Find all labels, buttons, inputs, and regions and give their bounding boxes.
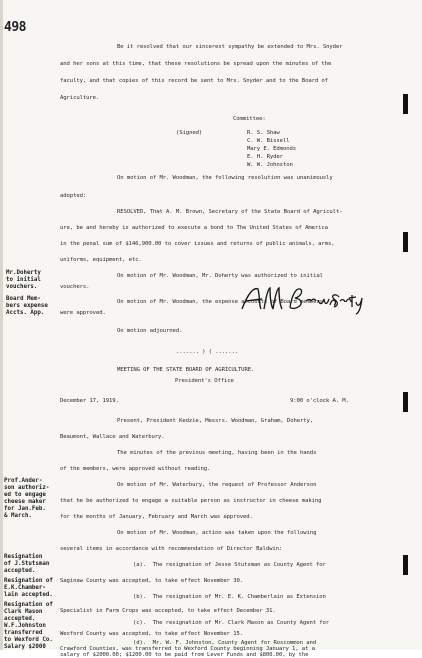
- text-line: On motion of Mr. Woodman, Mr. Doherty was authorized to initial: [117, 273, 323, 279]
- text-line: adopted:: [60, 193, 87, 199]
- margin-note: Mr.Doherty to initial vouchers.: [6, 270, 41, 290]
- text-line: salary of $2000.00; $1200.00 to be paid from Lever Funds and $800.00, by the: [60, 652, 309, 658]
- text-line: in the penal sum of $146,900.00 to cover issues and returns of public animals, arms,: [60, 241, 335, 247]
- signed-label: (Signed): [176, 130, 203, 136]
- margin-note: Resignation of J.Stutsman accepted.: [4, 554, 50, 574]
- committee-heading: Committee:: [233, 116, 266, 122]
- page-edge: [0, 0, 3, 650]
- text-line: of the members, were approved without reading.: [60, 466, 211, 472]
- committee-member: Mary E. Edmonds: [247, 146, 297, 152]
- text-line: Specialist in Farm Crops was accepted, to take effect December 31.: [60, 608, 276, 614]
- committee-member: C. W. Bissell: [247, 138, 290, 144]
- text-line: uniforms, equipment, etc.: [60, 257, 142, 263]
- committee-member: W. W. Johnston: [247, 162, 293, 168]
- text-line: that he be authorized to engage a suitable person as instructor in cheese making: [60, 498, 322, 504]
- text-line: On motion of Mr. Woodman, the following resolution was unanimously: [117, 175, 333, 181]
- margin-note: W.F.Johnston transferred to Wexford Co. Salary $2000: [4, 623, 53, 650]
- text-line: vouchers.: [60, 284, 90, 290]
- text-line: Agriculture.: [60, 95, 100, 101]
- text-line: Crawford Counties, was transferred to Wexford County beginning January 1, at a: [60, 646, 315, 652]
- text-line: The minutes of the previous meeting, having been in the hands: [117, 450, 317, 456]
- text-line: several items in accordance with recommendation of Director Baldwin:: [60, 546, 283, 552]
- text-line: and her sons at this time, that these resolutions be spread upon the minutes of the: [60, 61, 332, 67]
- margin-note: Resignation of Clark Mason accepted.: [4, 602, 53, 622]
- text-line: Saginaw County was accepted, to take effect November 30.: [60, 578, 243, 584]
- text-line: for the months of January, February and March was approved.: [60, 514, 253, 520]
- margin-note: Board Mem- bers expense Accts. App.: [6, 296, 48, 316]
- text-line: faculty, and that copies of this record be sent to Mrs. Snyder and to the Board of: [60, 78, 328, 84]
- text-line: (c). The resignation of Mr. Clark Mason as County Agent for: [133, 620, 330, 626]
- text-line: Wexford County was accepted, to take effect November 15.: [60, 631, 243, 637]
- binding-mark: [403, 392, 408, 412]
- text-line: RESOLVED, That A. M. Brown, Secretary of the State Board of Agricult-: [117, 209, 343, 215]
- text-line: Beaumont, Wallace and Waterbury.: [60, 434, 165, 440]
- text-line: (a). The resignation of Jesse Stutsman as County Agent for: [133, 562, 326, 568]
- secretary-signature: [240, 283, 365, 315]
- text-line: ure, be and hereby is authorized to execute a bond to The United States of America: [60, 225, 328, 231]
- meeting-date: December 17, 1919.: [60, 398, 119, 404]
- margin-note: Prof.Ander- son authoriz- ed to engage cheese maker for Jan.Feb. & March.: [4, 478, 50, 519]
- binding-mark: [403, 232, 408, 252]
- section-divider: ....... ) ( .......: [176, 349, 239, 355]
- committee-member: R. S. Shaw: [247, 130, 280, 136]
- text-line: On motion of Mr. Woodman, action was taken upon the following: [117, 530, 317, 536]
- text-line: On motion of Mr. Waterbury, the request of Professor Anderson: [117, 482, 317, 488]
- text-line: Present, President Kedzie, Messrs. Woodman, Graham, Doherty,: [117, 418, 314, 424]
- text-line: (b). The resignation of Mr. E. K. Chamberlain as Extension: [133, 594, 326, 600]
- binding-mark: [403, 555, 408, 575]
- meeting-time: 9:00 o'clock A. M.: [290, 398, 349, 404]
- text-line: On motion of Mr. Woodman, the expense accounts of Board members: [117, 299, 323, 305]
- page-number: 498: [4, 20, 26, 35]
- meeting-heading: MEETING OF THE STATE BOARD OF AGRICULTURE.: [117, 367, 255, 373]
- text-line: were approved.: [60, 310, 106, 316]
- text-line: On motion adjourned.: [117, 328, 183, 334]
- text-line: Be it resolved that our sincerest sympathy be extended to Mrs. Snyder: [117, 44, 343, 50]
- text-line: (d). Mr. W. F. Johnston, County Agent for Roscommon and: [133, 640, 316, 646]
- meeting-location: President's Office: [175, 378, 234, 384]
- committee-member: E. H. Ryder: [247, 154, 283, 160]
- binding-mark: [403, 94, 408, 114]
- margin-note: Resignation of E.K.Chamber- lain accepted.: [4, 578, 53, 598]
